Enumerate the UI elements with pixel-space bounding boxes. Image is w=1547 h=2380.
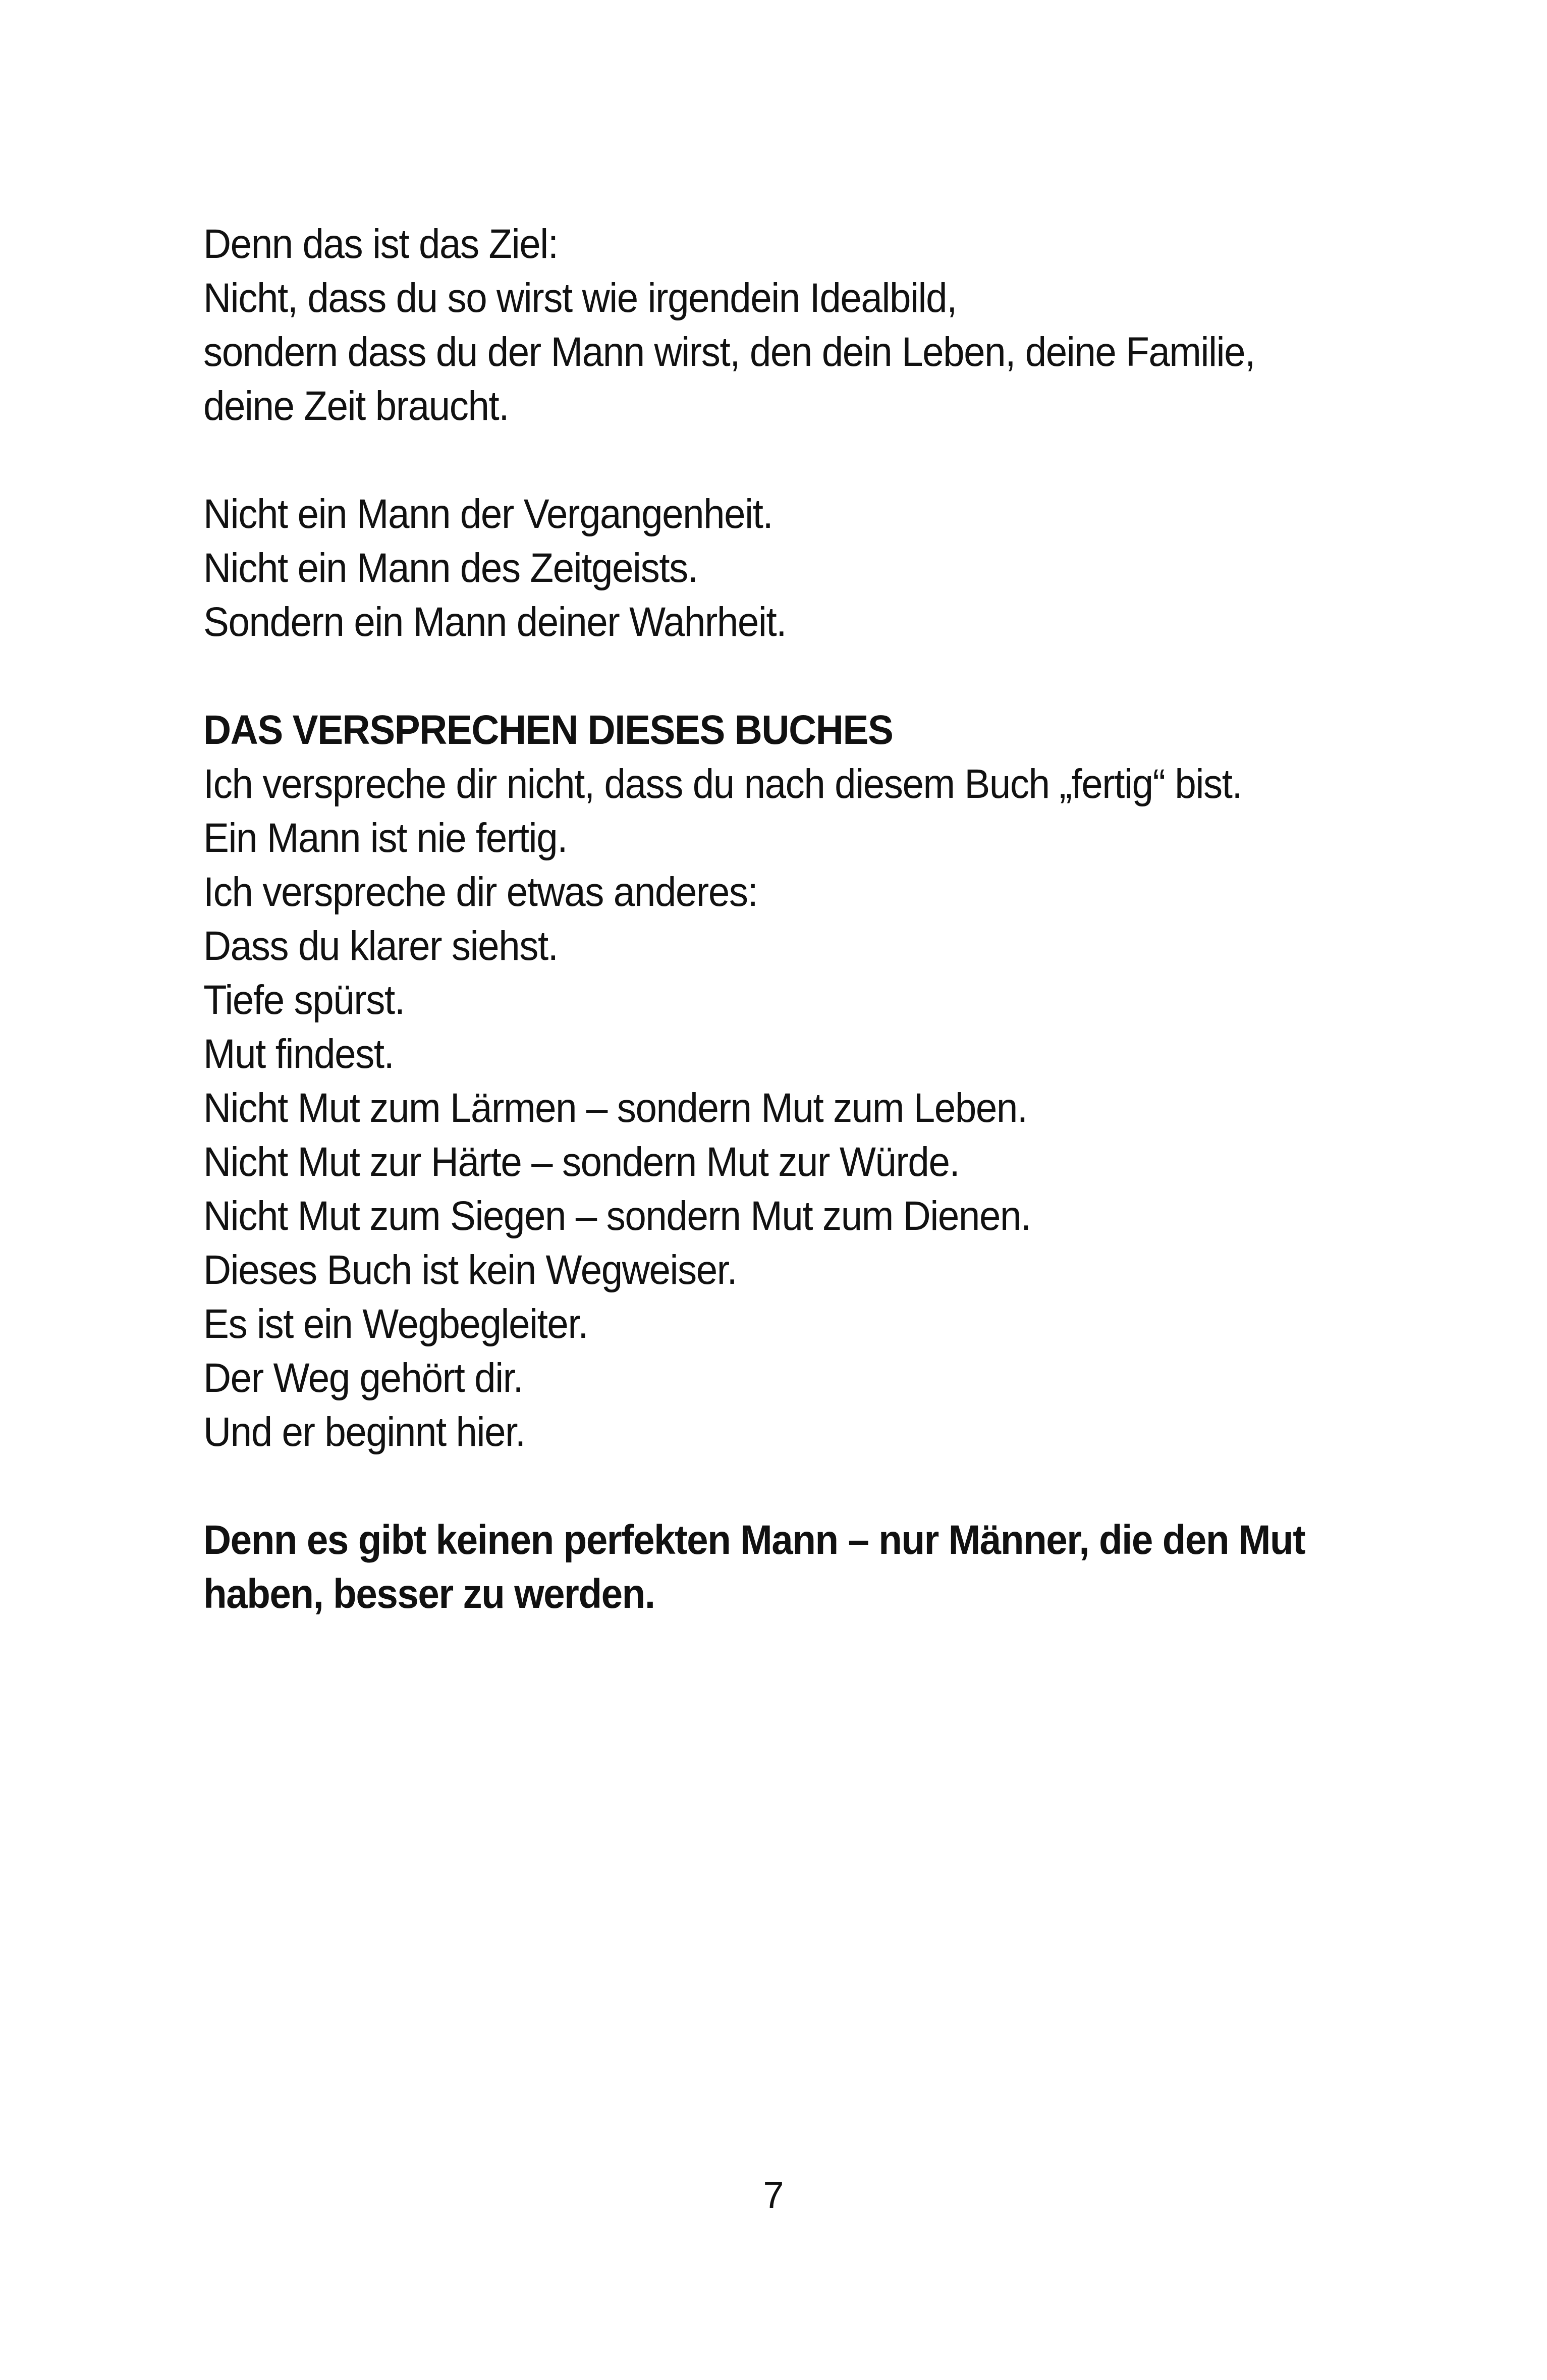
text-line: Nicht ein Mann des Zeitgeists. (203, 545, 698, 591)
text-line: sondern dass du der Mann wirst, den dein Leben, deine Familie, (203, 329, 1255, 375)
closing-line: haben, besser zu werden. (203, 1571, 655, 1617)
text-line: Der Weg gehört dir. (203, 1355, 523, 1401)
text-line: Sondern ein Mann deiner Wahrheit. (203, 599, 787, 645)
closing-statement (203, 1513, 1369, 1621)
text-line: Nicht, dass du so wirst wie irgendein Idealbild, (203, 275, 957, 321)
closing-line: Denn es gibt keinen perfekten Mann – nur Männer, die den Mut (203, 1517, 1305, 1563)
text-line: Ein Mann ist nie fertig. (203, 815, 568, 861)
paragraph-gap (203, 1459, 1369, 1513)
intro-paragraph (203, 217, 1369, 433)
text-line: Mut findest. (203, 1031, 394, 1077)
text-line: Denn das ist das Ziel: (203, 221, 558, 267)
text-line: Nicht Mut zum Siegen – sondern Mut zum Dienen. (203, 1193, 1031, 1239)
text-line: Dieses Buch ist kein Wegweiser. (203, 1247, 737, 1293)
man-paragraph (203, 487, 1369, 649)
paragraph-gap (203, 649, 1369, 703)
page-number: 7 (763, 2174, 784, 2216)
text-line: Ich verspreche dir etwas anderes: (203, 869, 758, 915)
text-line: Nicht Mut zur Härte – sondern Mut zur Würde. (203, 1139, 960, 1185)
section-heading: DAS VERSPRECHEN DIESES BUCHES (203, 707, 893, 753)
text-line: Nicht ein Mann der Vergangenheit. (203, 491, 773, 537)
text-line: Nicht Mut zum Lärmen – sondern Mut zum Leben. (203, 1085, 1027, 1131)
text-line: Ich verspreche dir nicht, dass du nach diesem Buch „fertig“ bist. (203, 761, 1242, 807)
text-line: Dass du klarer siehst. (203, 923, 558, 969)
text-line: Es ist ein Wegbegleiter. (203, 1301, 588, 1347)
paragraph-gap (203, 433, 1369, 487)
text-line: Tiefe spürst. (203, 977, 405, 1023)
text-line: Und er beginnt hier. (203, 1409, 525, 1455)
text-line: deine Zeit braucht. (203, 383, 509, 429)
page-body (203, 217, 1369, 1621)
promise-paragraph (203, 757, 1369, 1459)
